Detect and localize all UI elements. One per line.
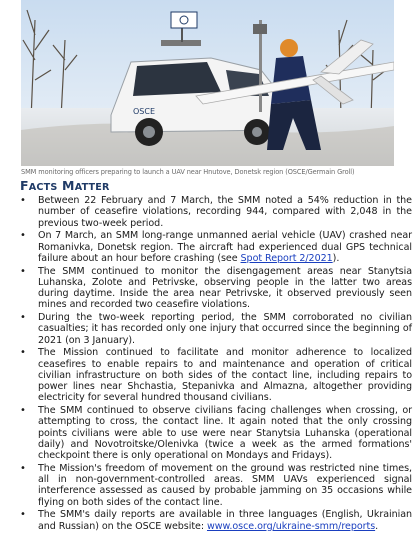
title-rest-acts: ACTS (28, 182, 58, 193)
spot-report-link[interactable]: Spot Report 2/2021 (240, 252, 333, 264)
title-initial-f: F (20, 178, 29, 193)
photo-caption: SMM monitoring officers preparing to launch a UAV near Hnutove, Donetsk region (OSCE/Germain Groll) (21, 168, 355, 176)
bullet: • (20, 347, 26, 359)
fact-text: The SMM continued to observe civilians facing challenges when crossing, or attempting to cross, the contact line. It again noted that the only crossing points civilians were able to use were near Stanytsia Luhanska (operational daily) and Novotroitske/Olenivka (twice a week as the armed formations' checkpoint there is only operational on Mondays and Fridays). (38, 405, 412, 461)
fact-item (14, 266, 412, 311)
osce-reports-link[interactable]: www.osce.org/ukraine-smm/reports (206, 520, 376, 532)
fact-item (14, 347, 412, 403)
header-photo (21, 0, 394, 166)
uav-launch-photo (21, 0, 394, 166)
fact-text: On 7 March, an SMM long-range unmanned aerial vehicle (UAV) crashed near Romanivka, Donetsk region. The aircraft had experienced dual GPS technical failure about an hour before crashing (see (38, 230, 412, 264)
fact-item (14, 230, 412, 264)
bullet: • (20, 230, 26, 242)
title-rest-atter: ATTER (74, 182, 110, 193)
fact-text: The Mission continued to facilitate and monitor adherence to localized ceasefires to enable repairs to and maintenance and operation of critical civilian infrastructure on both sides of the contact line, including repairs to power lines near Shchastia, Stepanivka and Almazna, altogether providing electricity for several hundred thousand civilians. (38, 347, 412, 404)
fact-text: Between 22 February and 7 March, the SMM noted a 54% reduction in the number of ceasefire violations, recording 944, compared with 2,048 in the previous two-week period. (38, 195, 412, 229)
fact-item (14, 463, 412, 508)
fact-item (14, 312, 412, 346)
fact-text: During the two-week reporting period, the SMM corroborated no civilian casualties; it has recorded only one injury that occurred since the beginning of 2021 (on 3 January). (38, 312, 412, 346)
fact-item (14, 405, 412, 461)
bullet: • (20, 462, 26, 474)
fact-text-tail: . (375, 520, 379, 532)
bullet: • (20, 509, 26, 521)
fact-item (14, 509, 412, 532)
section-title (20, 178, 110, 193)
svg-text:OSCE: OSCE (133, 107, 156, 116)
bullet: • (20, 312, 26, 323)
fact-text: The SMM continued to monitor the disengagement areas near Stanytsia Luhanska, Zolote and Petrivske, observing people in the latter two areas during daytime. Inside the area near Petrivske, it observed previously seen mines and recorded two ceasefire violations. (38, 265, 412, 311)
fact-text-tail: ). (332, 252, 340, 264)
facts-list (14, 195, 412, 533)
fact-text: The SMM's daily reports are available in three languages (English, Ukrainian and Russian) on the OSCE website: (38, 509, 412, 532)
bullet: • (20, 195, 26, 206)
bullet: • (20, 265, 26, 277)
bullet: • (20, 405, 26, 416)
fact-item (14, 195, 412, 229)
title-initial-m: M (57, 178, 75, 193)
fact-text: The Mission's freedom of movement on the ground was restricted nine times, all in non-government-controlled areas. SMM UAVs experienced signal interference assessed as caused by probable jamming on 35 occasions while flying on both sides of the contact line. (38, 462, 412, 508)
